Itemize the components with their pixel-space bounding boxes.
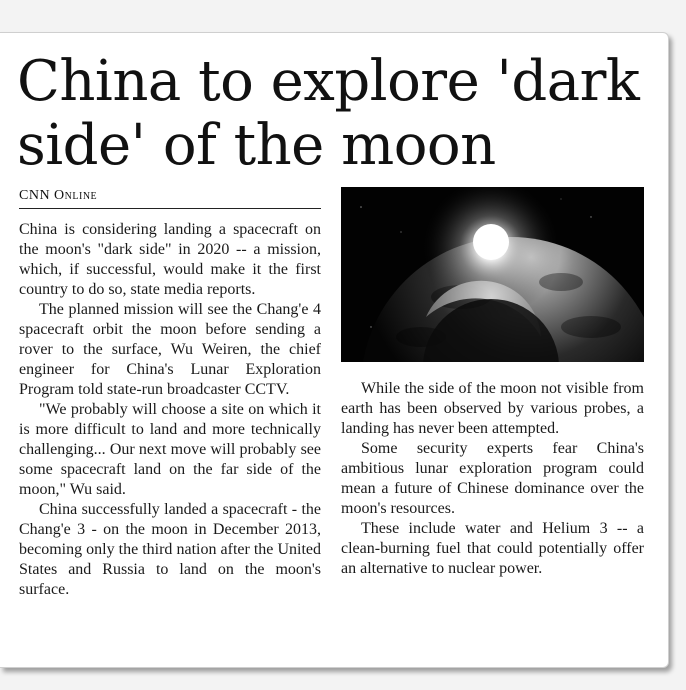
paragraph: These include water and Helium 3 -- a clean-burning fuel that could potentially offer an alternative to nuclear power. bbox=[341, 520, 644, 577]
paragraph: The planned mission will see the Chang'e 4 spacecraft orbit the moon before sending a rover to the surface, Wu Weiren, the chief engineer for China's Lunar Exploration Program told state-run broadcaster CCTV. bbox=[19, 301, 321, 398]
moon-photo bbox=[341, 187, 644, 362]
paragraph: Some security experts fear China's ambitious lunar exploration program could mean a future of Chinese dominance over the moon's resources. bbox=[341, 440, 644, 517]
headline: China to explore 'dark side' of the moon bbox=[17, 49, 640, 178]
left-column bbox=[19, 220, 321, 600]
source-byline: CNN Online bbox=[19, 186, 321, 209]
paragraph: While the side of the moon not visible from earth has been observed by various probes, a landing has never been attempted. bbox=[341, 380, 644, 437]
paragraph: China is considering landing a spacecraft on the moon's "dark side" in 2020 -- a mission, which, if successful, would make it the first country to do so, state media reports. bbox=[19, 221, 321, 298]
moon-earth-illustration bbox=[341, 187, 644, 362]
paragraph: China successfully landed a spacecraft - the Chang'e 3 - on the moon in December 2013, becoming only the third nation after the United States and Russia to land on the moon's surface. bbox=[19, 501, 321, 598]
right-column bbox=[341, 379, 644, 579]
paragraph: "We probably will choose a site on which it is more difficult to land and more technically challenging... Our next move will probably see some spacecraft land on the far side of the moon," Wu said. bbox=[19, 401, 321, 498]
